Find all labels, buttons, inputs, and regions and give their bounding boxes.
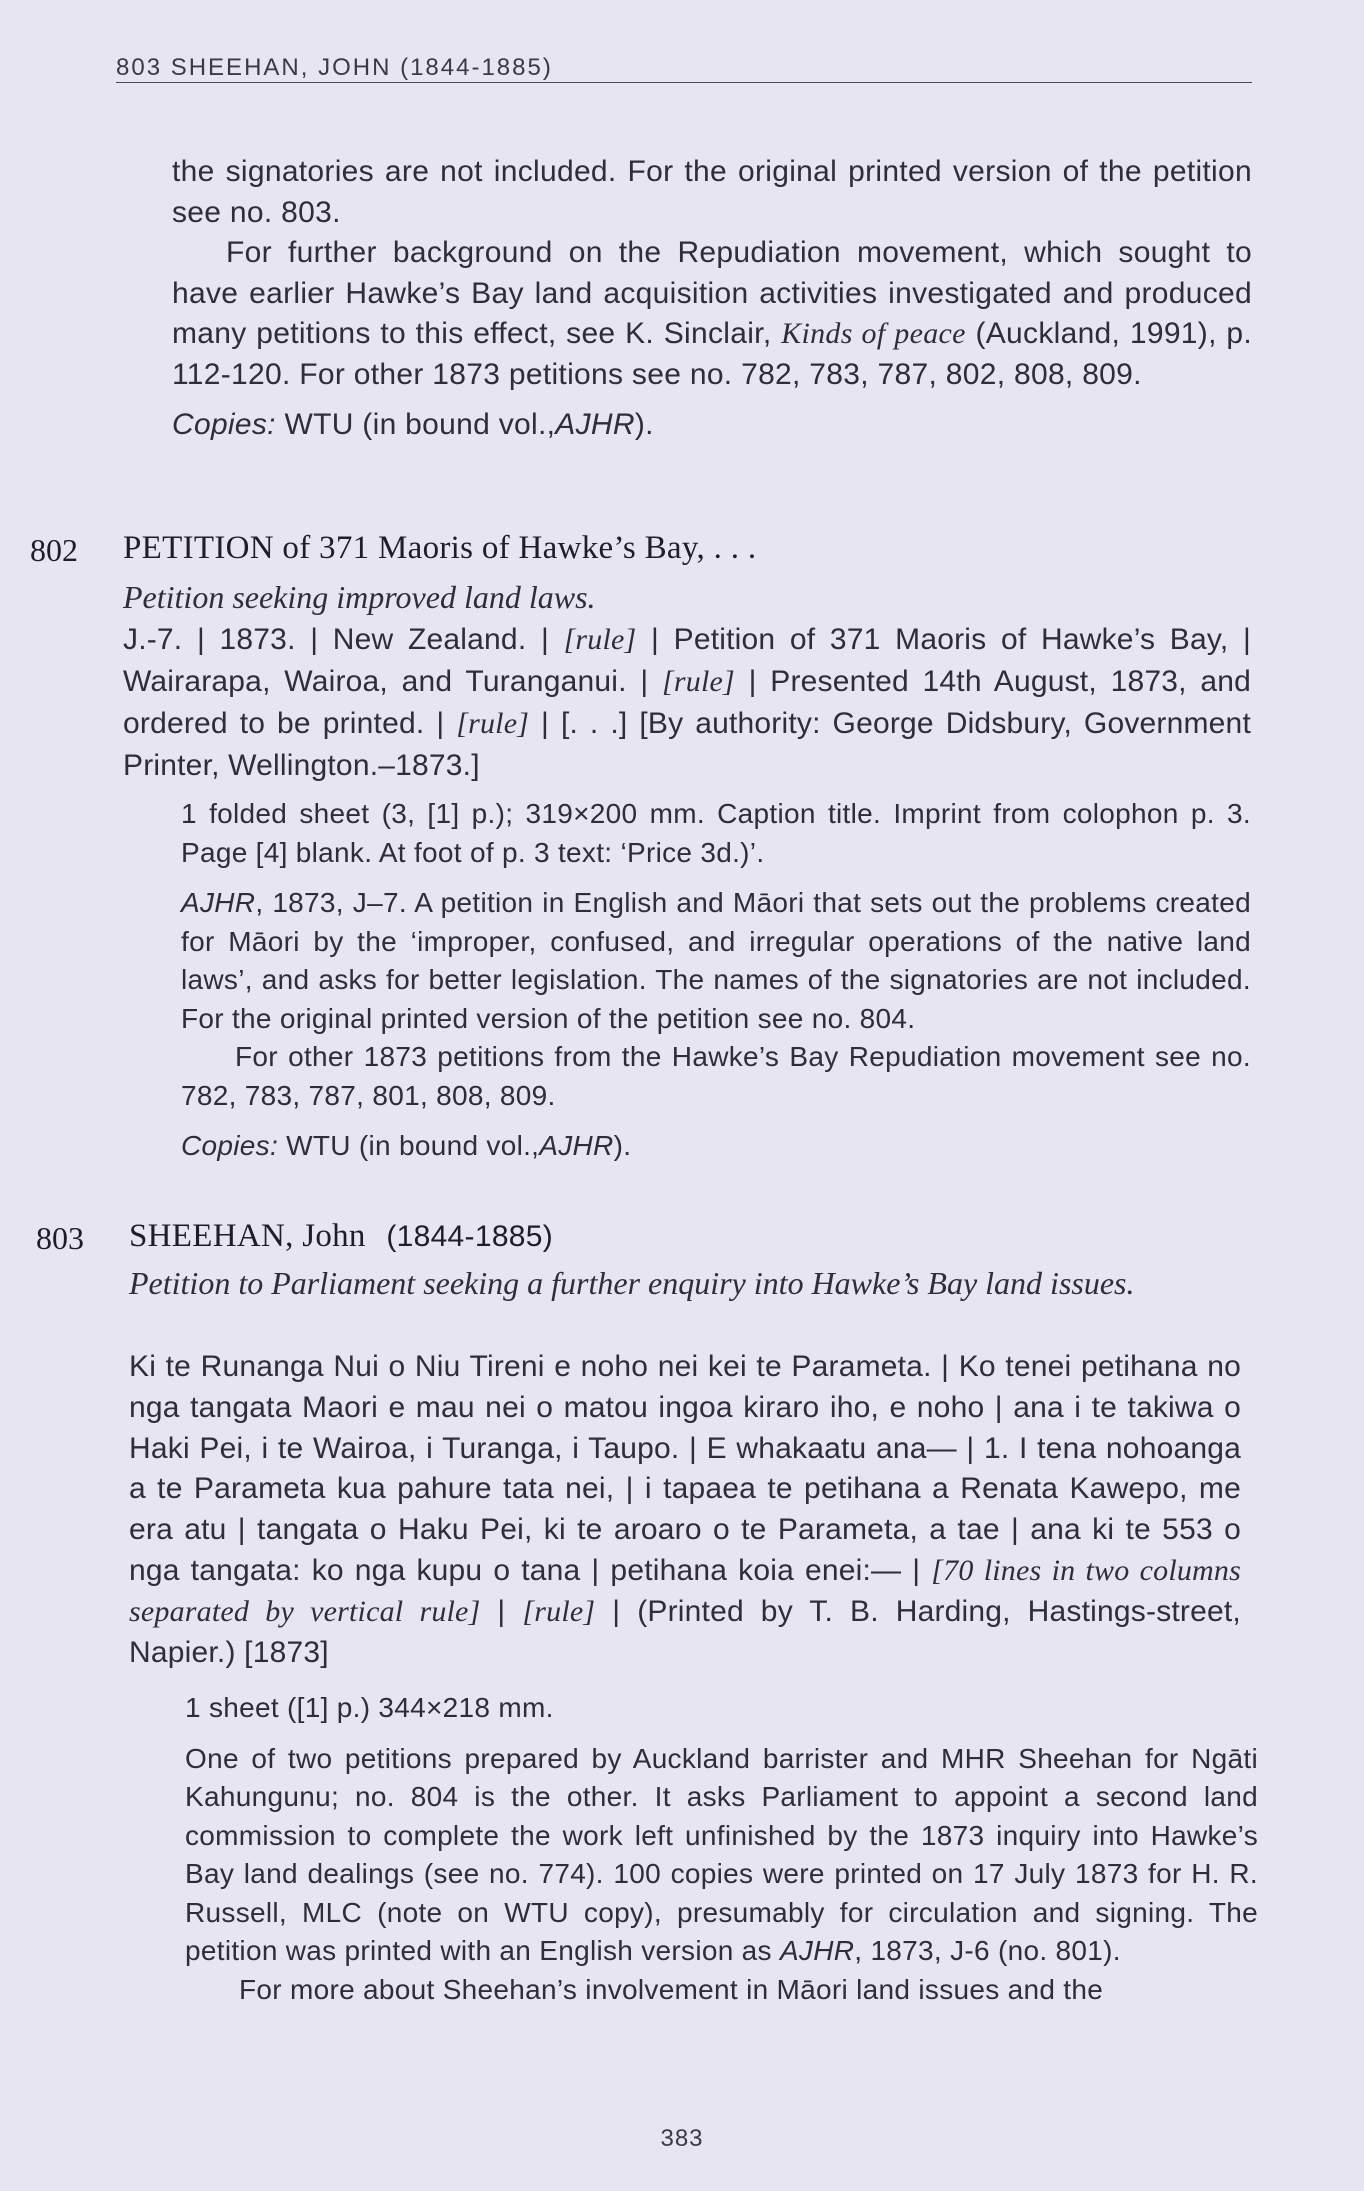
entry-802-transcription <box>123 619 1251 787</box>
intro-p2-book-title: Kinds of peace <box>781 317 966 350</box>
entry-802-note <box>181 884 1251 1038</box>
note803-ajhr: AJHR <box>779 1935 855 1966</box>
running-head: 803 SHEEHAN, JOHN (1844-1885) <box>116 54 553 81</box>
copies-end: ). <box>634 408 654 441</box>
t802-rule1: [rule] <box>563 623 637 656</box>
entry-803-heading <box>129 1218 553 1255</box>
entry-802-physical: 1 folded sheet (3, [1] p.); 319×200 mm. Caption title. Imprint from colophon p. 3. Page [4] blank. At foot of p. 3 text: ‘Price 3d.)’. <box>181 798 1251 868</box>
copies802-text: WTU (in bound vol., <box>286 1130 540 1161</box>
entry-803-number: 803 <box>36 1220 84 1256</box>
entry-802-title: PETITION of 371 Maoris of Hawke’s Bay, . . . <box>123 530 757 566</box>
t802-part3: | Presented 14th August, 1873, and ordered to be printed. | <box>123 665 1251 740</box>
note803-end: , 1873, J-6 (no. 801). <box>854 1935 1121 1966</box>
t802-part4: | [. . .] [By authority: George Didsbury, Government Printer, Wellington.–1873.] <box>123 707 1251 782</box>
t803-columns-note: [70 lines in two columns separated by vertical rule] <box>129 1553 1241 1628</box>
intro-copies <box>172 405 1252 446</box>
entry-803-physical: 1 sheet ([1] p.) 344×218 mm. <box>185 1692 554 1723</box>
note802-ajhr: AJHR <box>181 887 256 918</box>
intro-paragraph-1: the signatories are not included. For the original printed version of the petition see no. 803. <box>172 155 1252 229</box>
entry-803-transcription <box>129 1347 1241 1673</box>
note803-text: One of two petitions prepared by Auckland barrister and MHR Sheehan for Ngāti Kahungunu; no. 804 is the other. It asks Parliament to appoint a second land commission to complete the work left unfinished by the 1873 inquiry into Hawke’s Bay land dealings (see no. 774). 100 copies were printed on 17 July 1873 for H. R. Russell, MLC (note on WTU copy), presumably for circulation and signing. The petition was printed with an English version as <box>185 1742 1258 1966</box>
entry-803-notes <box>185 1689 1258 2009</box>
copies-label: Copies: <box>172 408 276 441</box>
intro-p2-text-end: (Auckland, 1991), p. 112-120. For other 1873 petitions see no. 782, 783, 787, 802, 808, 809. <box>172 317 1253 391</box>
entry-802-number: 802 <box>30 532 78 568</box>
page-number: 383 <box>660 2125 704 2152</box>
t803-part1: Ki te Runanga Nui o Niu Tireni e noho nei kei te Parameta. | Ko tenei petihana no nga tangata Maori e mau nei o matou ingoa kiraro iho, e noho | ana i te takiwa o Haki Pei, i te Wairoa, i Turanga, i Taupo. | E whakaatu ana— | 1. I tena nohoanga a te Parameta kua pahure tata nei, | i tapaea te petihana a Renata Kawepo, me era atu | tangata o Haku Pei, ki te aroaro o te Parameta, a tae | ana ki te 553 o nga tangata: ko nga kupu o tana | petihana koia enei:— | <box>129 1350 1241 1587</box>
copies802-label: Copies: <box>181 1130 279 1161</box>
copies802-ajhr: AJHR <box>539 1130 614 1161</box>
t802-rule3: [rule] <box>456 707 530 740</box>
note802-text: , 1873, J–7. A petition in English and Māori that sets out the problems created for Māori by the ‘improper, confused, and irregular operations of the native land laws’, and asks for better legislation. The names of the signatories are not included. For the original printed version of the petition see no. 804. <box>181 887 1251 1034</box>
entry-802-transcription-text <box>123 619 1251 787</box>
t802-part2: | Petition of 371 Maoris of Hawke’s Bay, | Wairarapa, Wairoa, and Turanganui. | <box>123 623 1252 698</box>
entry-803-note-2: For more about Sheehan’s involvement in Māori land issues and the <box>239 1973 1104 2005</box>
t802-part1: J.-7. | 1873. | New Zealand. | <box>123 623 549 656</box>
entry-802-subtitle: Petition seeking improved land laws. <box>123 579 596 615</box>
entry-803-name: SHEEHAN, John <box>129 1218 366 1254</box>
entry-803-dates: (1844-1885) <box>386 1220 554 1253</box>
entry-802-note-2: For other 1873 petitions from the Hawke’s Bay Repudiation movement see no. 782, 783, 787, 801, 808, 809. <box>181 1041 1251 1111</box>
copies802-end: ). <box>613 1130 632 1161</box>
entry-802-copies <box>181 1127 1251 1166</box>
t803-part2: | (Printed by T. B. Harding, Hastings-street, Napier.) [1873] <box>129 1594 1241 1669</box>
entry-803-note <box>185 1740 1258 1971</box>
entry-803-subtitle: Petition to Parliament seeking a further enquiry into Hawke’s Bay land issues. <box>129 1265 1135 1301</box>
intro-section <box>172 152 1252 446</box>
copies-ajhr: AJHR <box>555 408 635 441</box>
intro-paragraph-2 <box>172 233 1252 395</box>
t803-rule: [rule] <box>522 1594 596 1628</box>
intro-p2-text: For further background on the Repudiation movement, which sought to have earlier Hawke’s Bay land acquisition activities investigated and produced many petitions to this effect, see K. Sinclair, <box>172 236 1252 350</box>
copies-text: WTU (in bound vol., <box>284 408 556 441</box>
header-rule <box>116 82 1252 83</box>
entry-802-notes <box>181 795 1251 1166</box>
t802-rule2: [rule] <box>662 665 735 698</box>
t803-sep: | <box>497 1594 506 1628</box>
entry-803-transcription-text <box>129 1347 1241 1673</box>
